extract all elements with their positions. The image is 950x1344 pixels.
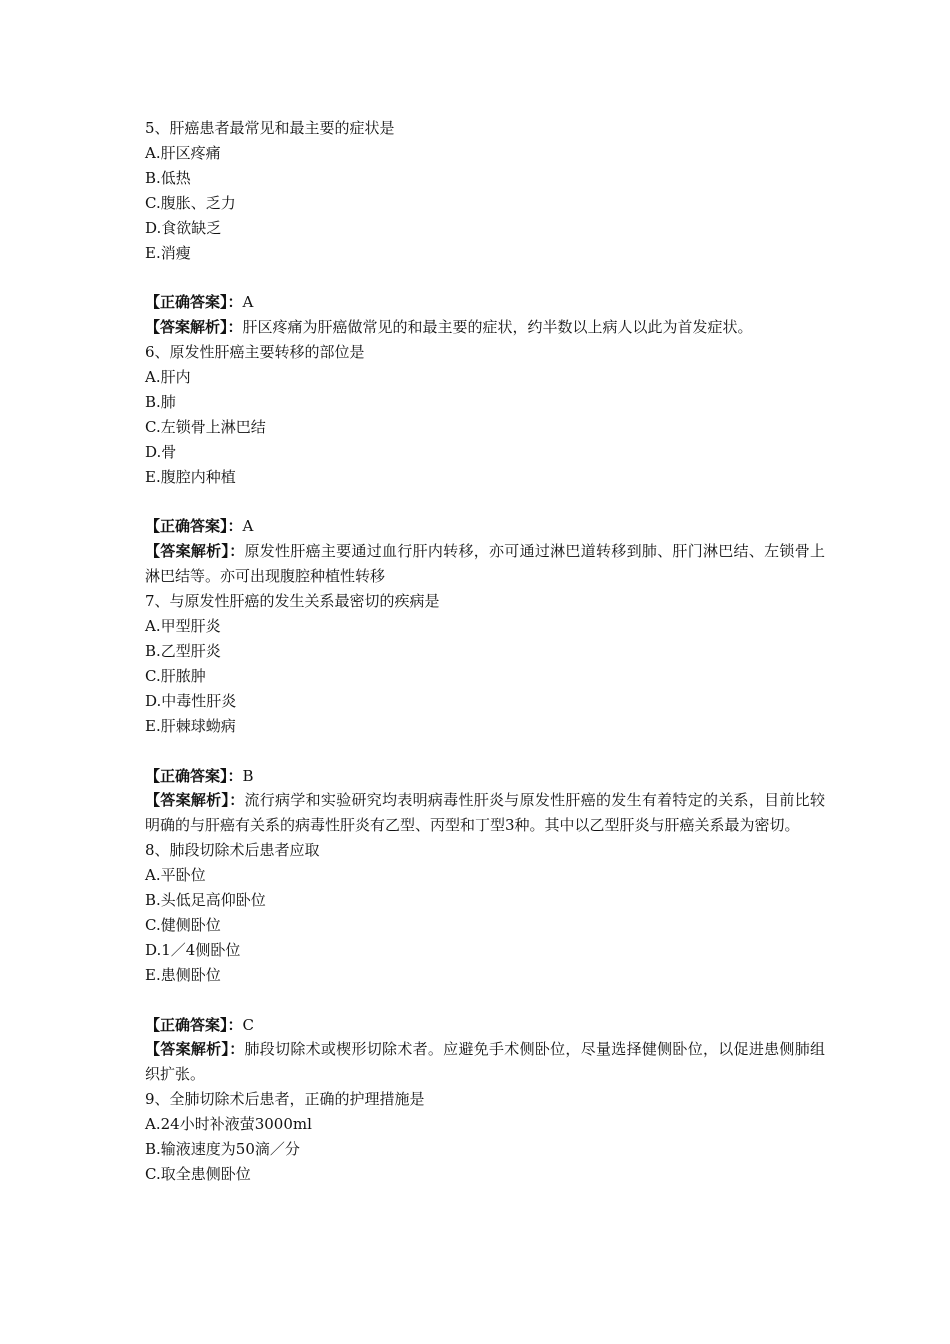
answer-label: 【正确答案】： [145, 293, 243, 312]
option-a: A.肝区疼痛 [145, 143, 221, 162]
answer-analysis [145, 788, 825, 838]
answer-analysis [145, 1037, 825, 1087]
analysis-label: 【答案解析】： [145, 791, 245, 810]
question-stem: 7、与原发性肝癌的发生关系最密切的疾病是 [145, 592, 440, 611]
analysis-label: 【答案解析】： [145, 318, 243, 337]
question-block [145, 1087, 825, 1187]
correct-answer [145, 1013, 825, 1038]
analysis-text: 肺段切除术或楔形切除术者。应避免手术侧卧位，尽量选择健侧卧位，以促进患侧肺组织扩张。 [145, 1040, 825, 1084]
analysis-text: 流行病学和实验研究均表明病毒性肝炎与原发性肝癌的发生有着特定的关系，目前比较明确的与肝癌有关系的病毒性肝炎有乙型、丙型和丁型3种。其中以乙型肝炎与肝癌关系最为密切。 [145, 791, 825, 835]
option-d: D.1／4侧卧位 [145, 940, 241, 959]
option-b: B.肺 [145, 392, 176, 411]
analysis-text: 原发性肝癌主要通过血行肝内转移，亦可通过淋巴道转移到肺、肝门淋巴结、左锁骨上淋巴结等。亦可出现腹腔种植性转移 [145, 542, 825, 586]
correct-answer [145, 514, 825, 539]
correct-answer [145, 764, 825, 789]
answer-analysis [145, 539, 825, 589]
option-a: A.肝内 [145, 368, 191, 387]
answer-analysis [145, 315, 825, 340]
analysis-text: 肝区疼痛为肝癌做常见的和最主要的症状，约半数以上病人以此为首发症状。 [242, 318, 753, 337]
answer-value: A [242, 293, 254, 312]
option-e: E.肝棘球蚴病 [145, 716, 236, 735]
answer-label: 【正确答案】： [145, 1015, 243, 1034]
option-e: E.腹腔内种植 [145, 467, 236, 486]
option-a: A.平卧位 [145, 866, 206, 885]
option-b: B.乙型肝炎 [145, 642, 221, 660]
option-d: D.骨 [145, 442, 177, 461]
option-e: E.消瘦 [145, 243, 191, 262]
option-c: C.肝脓肿 [145, 666, 206, 685]
answer-value: A [242, 517, 254, 536]
option-b: B.头低足高仰卧位 [145, 891, 266, 910]
option-a: A.甲型肝炎 [145, 617, 221, 636]
question-block [145, 116, 825, 340]
question-block [145, 838, 825, 1087]
answer-label: 【正确答案】： [145, 517, 243, 536]
question-block [145, 589, 825, 838]
document-page [145, 116, 825, 1187]
answer-label: 【正确答案】： [145, 766, 243, 785]
question-stem: 5、肝癌患者最常见和最主要的症状是 [145, 119, 395, 137]
option-c: C.取全患侧卧位 [145, 1165, 251, 1183]
option-a: A.24小时补液萤3000ml [145, 1115, 312, 1134]
answer-value: C [242, 1015, 254, 1034]
option-c: C.健侧卧位 [145, 915, 221, 934]
option-c: C.腹胀、乏力 [145, 193, 236, 212]
question-stem: 8、肺段切除术后患者应取 [145, 841, 320, 860]
option-c: C.左锁骨上淋巴结 [145, 417, 266, 436]
analysis-label: 【答案解析】： [145, 1040, 245, 1059]
question-block [145, 340, 825, 589]
correct-answer [145, 290, 825, 315]
analysis-label: 【答案解析】： [145, 542, 245, 561]
question-stem: 9、全肺切除术后患者，正确的护理措施是 [145, 1090, 425, 1109]
option-d: D.中毒性肝炎 [145, 691, 237, 710]
answer-value: B [242, 766, 254, 785]
option-b: B.低热 [145, 168, 191, 187]
question-stem: 6、原发性肝癌主要转移的部位是 [145, 343, 365, 362]
option-e: E.患侧卧位 [145, 965, 221, 984]
option-b: B.输液速度为50滴／分 [145, 1140, 300, 1159]
option-d: D.食欲缺乏 [145, 218, 222, 237]
